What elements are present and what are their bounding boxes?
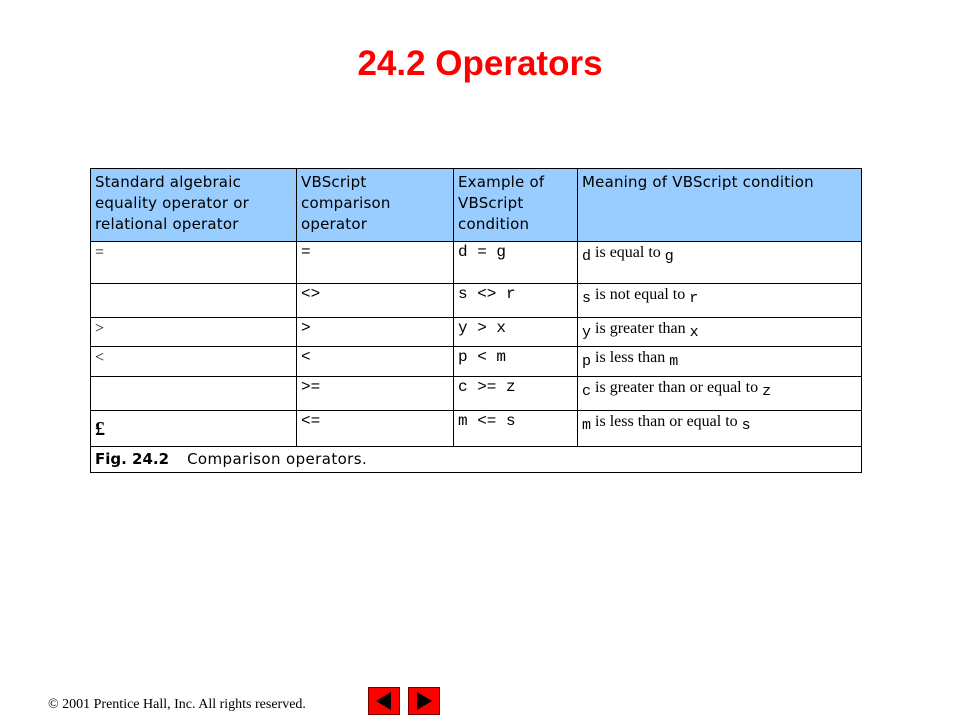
vbscript-operator-cell: = bbox=[297, 242, 454, 284]
algebraic-symbol: £ bbox=[95, 418, 105, 440]
table-row bbox=[91, 242, 862, 284]
meaning-var-right: z bbox=[762, 383, 772, 400]
vbscript-operator-cell: >= bbox=[297, 377, 454, 411]
header-algebraic: Standard algebraic equality operator or relational operator bbox=[91, 169, 297, 242]
table-row bbox=[91, 318, 862, 347]
meaning-text: is greater than or equal to bbox=[595, 379, 759, 396]
meaning-text: is equal to bbox=[595, 244, 661, 261]
algebraic-cell bbox=[91, 411, 297, 447]
meaning-var-right: s bbox=[741, 417, 751, 434]
meaning-text: is greater than bbox=[595, 320, 686, 337]
previous-slide-button[interactable] bbox=[368, 687, 400, 715]
meaning-var-right: m bbox=[669, 353, 679, 370]
vbscript-operator-cell: < bbox=[297, 347, 454, 377]
vbscript-operator-cell: <> bbox=[297, 284, 454, 318]
vbscript-operator-cell: > bbox=[297, 318, 454, 347]
right-arrow-icon bbox=[409, 688, 439, 714]
slide-title: 24.2 Operators bbox=[357, 44, 603, 83]
meaning-cell bbox=[578, 242, 862, 284]
table-row bbox=[91, 347, 862, 377]
meaning-cell bbox=[578, 284, 862, 318]
meaning-cell bbox=[578, 411, 862, 447]
left-arrow-icon bbox=[369, 688, 399, 714]
operators-table bbox=[90, 168, 862, 473]
caption-row bbox=[91, 447, 862, 473]
algebraic-cell: = bbox=[91, 242, 297, 284]
caption-text: Comparison operators. bbox=[187, 450, 368, 468]
meaning-var-left: c bbox=[582, 383, 592, 400]
example-cell: d = g bbox=[454, 242, 578, 284]
example-cell: c >= z bbox=[454, 377, 578, 411]
example-cell: s <> r bbox=[454, 284, 578, 318]
meaning-text: is not equal to bbox=[595, 286, 686, 303]
table-caption bbox=[91, 447, 862, 473]
meaning-var-right: g bbox=[664, 248, 674, 265]
example-cell: p < m bbox=[454, 347, 578, 377]
vbscript-operator-cell: <= bbox=[297, 411, 454, 447]
algebraic-cell: < bbox=[91, 347, 297, 377]
meaning-text: is less than or equal to bbox=[595, 413, 738, 430]
header-meaning: Meaning of VBScript condition bbox=[578, 169, 862, 242]
meaning-var-left: d bbox=[582, 248, 592, 265]
meaning-var-left: p bbox=[582, 353, 592, 370]
table-row bbox=[91, 284, 862, 318]
meaning-cell bbox=[578, 318, 862, 347]
next-slide-button[interactable] bbox=[408, 687, 440, 715]
caption-figure-number: Fig. 24.2 bbox=[95, 450, 170, 468]
algebraic-cell: > bbox=[91, 318, 297, 347]
header-example: Example of VBScript condition bbox=[454, 169, 578, 242]
meaning-cell bbox=[578, 377, 862, 411]
meaning-var-right: r bbox=[689, 290, 699, 307]
header-vbscript-operator: VBScript comparison operator bbox=[297, 169, 454, 242]
table-row bbox=[91, 377, 862, 411]
meaning-cell bbox=[578, 347, 862, 377]
meaning-var-left: m bbox=[582, 417, 592, 434]
meaning-text: is less than bbox=[595, 349, 666, 366]
example-cell: m <= s bbox=[454, 411, 578, 447]
meaning-var-left: y bbox=[582, 324, 592, 341]
table-header-row bbox=[91, 169, 862, 242]
algebraic-cell bbox=[91, 284, 297, 318]
example-cell: y > x bbox=[454, 318, 578, 347]
algebraic-cell bbox=[91, 377, 297, 411]
meaning-var-right: x bbox=[689, 324, 699, 341]
meaning-var-left: s bbox=[582, 290, 592, 307]
table-row bbox=[91, 411, 862, 447]
copyright-footer: © 2001 Prentice Hall, Inc. All rights reserved. bbox=[48, 697, 306, 712]
